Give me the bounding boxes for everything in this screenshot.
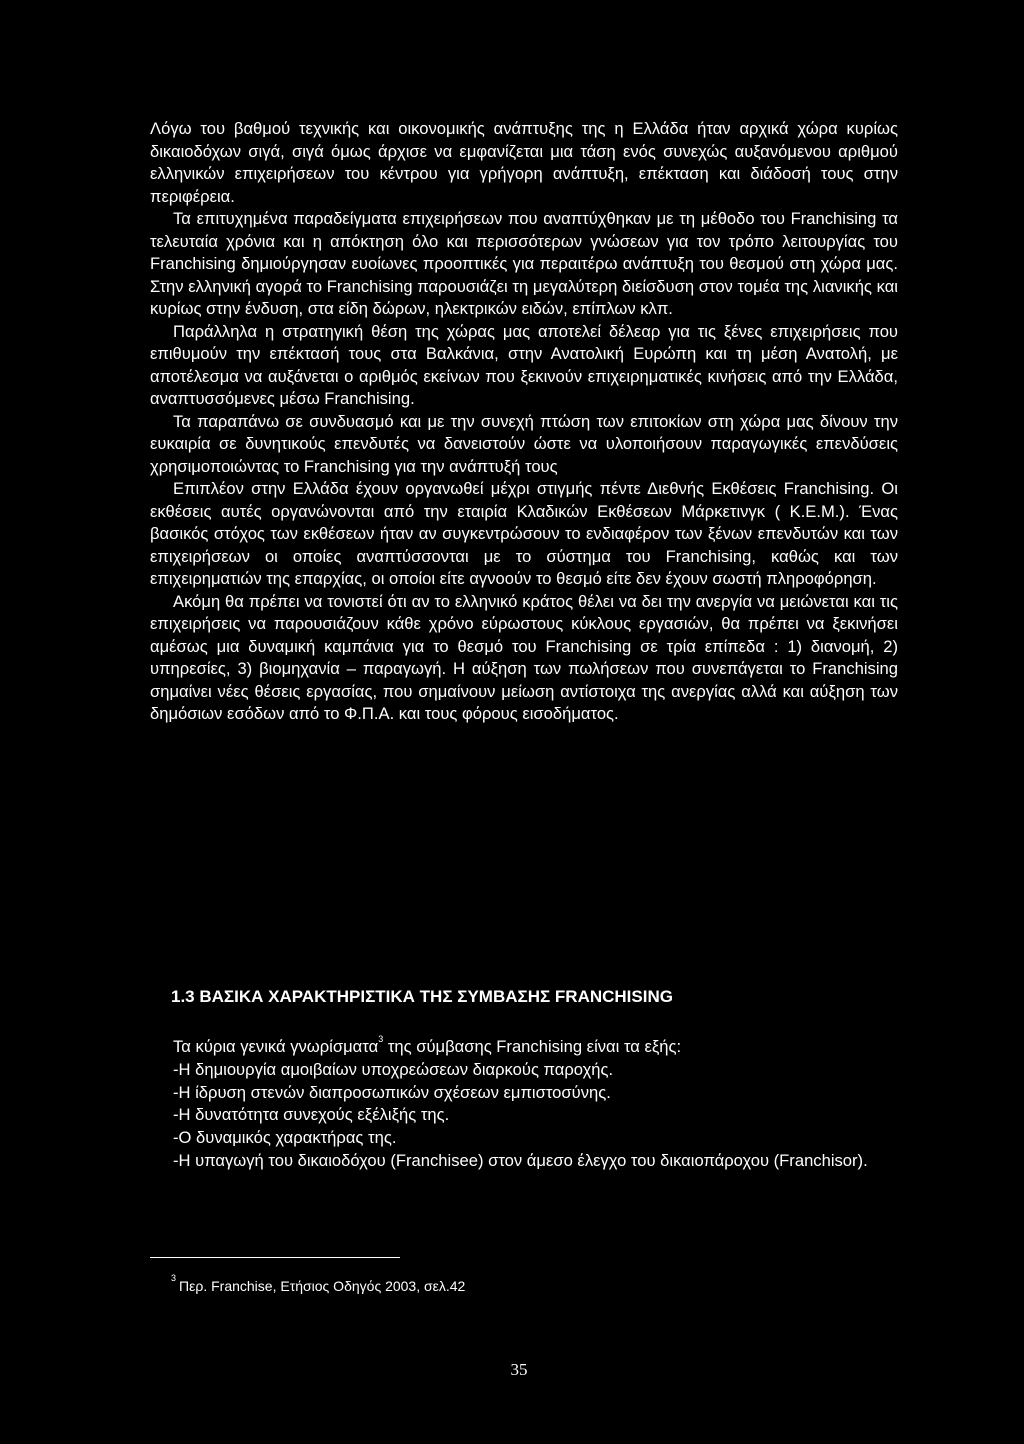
- features-intro-text-end: της σύμβασης Franchising είναι τα εξής:: [383, 1037, 682, 1056]
- section-heading: 1.3 ΒΑΣΙΚΑ ΧΑΡΑΚΤΗΡΙΣΤΙΚΑ ΤΗΣ ΣΥΜΒΑΣΗΣ FRANCHISING: [171, 987, 673, 1006]
- footnote-reference[interactable]: 3: [378, 1034, 384, 1045]
- page-number: 35: [510, 1360, 528, 1379]
- features-intro-text: Τα κύρια γενικά γνωρίσματα: [173, 1037, 379, 1056]
- features-list: [150, 1036, 898, 1173]
- feature-item: -Η ίδρυση στενών διαπροσωπικών σχέσεων εμπιστοσύνης.: [173, 1082, 611, 1102]
- footnote-divider: [150, 1257, 400, 1258]
- body-text: [150, 118, 898, 726]
- paragraph: Τα επιτυχημένα παραδείγματα επιχειρήσεων που αναπτύχθηκαν με τη μέθοδο του Franchising τα τελευταία χρόνια και η απόκτηση όλο και περισσότερων γνώσεων για τον τρόπο λειτουργίας του Franchising δημιούργησαν ευοίωνες προοπτικές για περαιτέρω ανάπτυξη του θεσμού στη χώρα μας. Στην ελληνική αγορά το Franchising παρουσιάζει τη μεγαλύτερη διείσδυση στον τομέα της λιανικής και κυρίως στην ένδυση, στα είδη δώρων, ηλεκτρικών ειδών, επίπλων κλπ.: [150, 209, 898, 318]
- paragraph: Λόγω του βαθμού τεχνικής και οικονομικής ανάπτυξης της η Ελλάδα ήταν αρχικά χώρα κυρίως δικαιοδόχων σιγά, σιγά όμως άρχισε να εμφανίζεται μια τάση ενός συνεχώς αυξανόμενου αριθμού ελληνικών επιχειρήσεων του κέντρου για γρήγορη ανάπτυξη, επέκταση και διάδοσή τους στην περιφέρεια.: [150, 119, 898, 206]
- footnote-number: 3: [171, 1273, 177, 1284]
- paragraph: Επιπλέον στην Ελλάδα έχουν οργανωθεί μέχρι στιγμής πέντε Διεθνής Εκθέσεις Franchising. Οι εκθέσεις αυτές οργανώνονται από την εταιρία Κλαδικών Εκθέσεων Μάρκετινγκ ( Κ.Ε.Μ.). Ένας βασικός στόχος των εκθέσεων ήταν αν συγκεντρώσουν το ενδιαφέρον των ξένων επενδυτών και των επιχειρήσεων οι οποίες αναπτύσσονται με το σύστημα του Franchising, καθώς και των επιχειρηματιών της επαρχίας, οι οποίοι είτε αγνοούν το θεσμό είτε δεν έχουν σωστή πληροφόρηση.: [150, 479, 898, 588]
- paragraph: Παράλληλα η στρατηγική θέση της χώρας μας αποτελεί δέλεαρ για τις ξένες επιχειρήσεις που επιθυμούν την επέκτασή τους στα Βαλκάνια, στην Ανατολική Ευρώπη και τη μέση Ανατολή, με αποτέλεσμα να αυξάνεται ο αριθμός εκείνων που ξεκινούν επιχειρηματικές κινήσεις από την Ελλάδα, αναπτυσσόμενες μέσω Franchising.: [150, 321, 898, 408]
- footnote: [171, 1273, 466, 1295]
- feature-item: -Η δημιουργία αμοιβαίων υποχρεώσεων διαρκούς παροχής.: [173, 1059, 614, 1079]
- paragraph: Ακόμη θα πρέπει να τονιστεί ότι αν το ελληνικό κράτος θέλει να δει την ανεργία να μειώνεται και τις επιχειρήσεις να παρουσιάζουν κάθε χρόνο εύρωστους κύκλους εργασιών, θα πρέπει να ξεκινήσει αμέσως μια δυναμική καμπάνια για το θεσμό του Franchising σε τρία επίπεδα : 1) διανομή, 2) υπηρεσίες, 3) βιομηχανία – παραγωγή. Η αύξηση των πωλήσεων που συνεπάγεται το Franchising σημαίνει νέες θέσεις εργασίας, που σημαίνουν μείωση αντίστοιχα της ανεργίας αλλά και αύξηση των δημόσιων εσόδων από το Φ.Π.Α. και τους φόρους εισοδήματος.: [150, 591, 898, 723]
- footnote-text: Περ. Franchise, Ετήσιος Οδηγός 2003, σελ.42: [179, 1278, 466, 1294]
- feature-item: -Η δυνατότητα συνεχούς εξέλιξής της.: [173, 1105, 450, 1125]
- paragraph: Τα παραπάνω σε συνδυασμό και με την συνεχή πτώση των επιτοκίων στη χώρα μας δίνουν την ευκαιρία σε δυνητικούς επενδυτές να δανειστούν ώστε να υλοποιήσουν παραγωγικές επενδύσεις χρησιμοποιώντας το Franchising για την ανάπτυξή τους: [150, 411, 898, 476]
- features-intro: [150, 1036, 898, 1059]
- feature-item: -Η υπαγωγή του δικαιοδόχου (Franchisee) στον άμεσο έλεγχο του δικαιοπάροχου (Franchisor).: [173, 1150, 868, 1170]
- feature-item: -Ο δυναμικός χαρακτήρας της.: [173, 1128, 397, 1148]
